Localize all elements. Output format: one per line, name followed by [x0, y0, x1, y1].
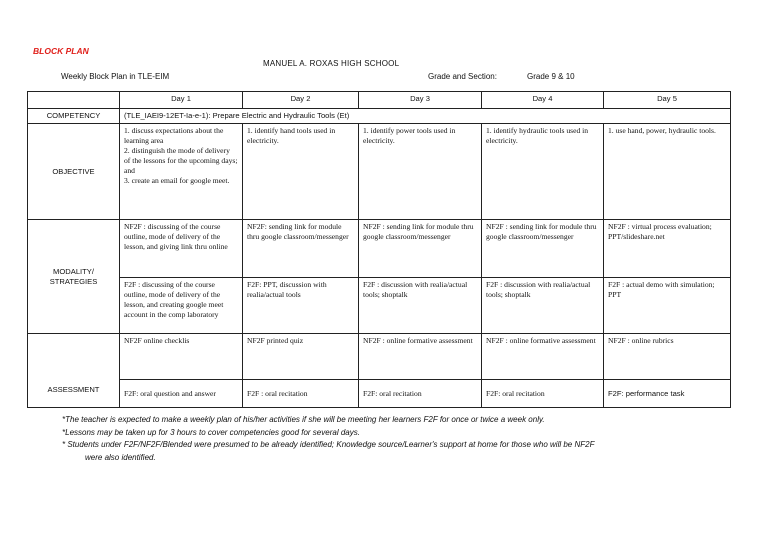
objective-cell: 1. identify hand tools used in electricity.: [243, 124, 359, 220]
assessment-nf2f-row: [28, 334, 731, 380]
modality-f2f-cell: F2F : discussion with realia/actual tools; shoptalk: [482, 278, 604, 334]
objective-label: OBJECTIVE: [28, 124, 120, 220]
assessment-f2f-cell: F2F: oral question and answer: [120, 380, 243, 408]
assessment-nf2f-cell: NF2F : online formative assessment: [359, 334, 482, 380]
objective-cell: 1. use hand, power, hydraulic tools.: [604, 124, 731, 220]
assessment-f2f-cell: F2F: oral recitation: [482, 380, 604, 408]
modality-nf2f-cell: NF2F : virtual process evaluation; PPT/slideshare.net: [604, 220, 731, 278]
footnote: *The teacher is expected to make a weekly plan of his/her activities if she will be meeting her learners F2F for once or twice a week only.: [62, 415, 545, 424]
modality-f2f-cell: F2F: PPT, discussion with realia/actual tools: [243, 278, 359, 334]
competency-row: [28, 109, 731, 124]
table-header-row: [28, 92, 731, 109]
objective-cell: 1. discuss expectations about the learning area 2. distinguish the mode of delivery of the lessons for the upcoming days; and 3. create an email for google meet.: [120, 124, 243, 220]
block-plan-title: BLOCK PLAN: [33, 46, 89, 56]
footnote-continuation: were also identified.: [85, 452, 156, 462]
footnote: * Students under F2F/NF2F/Blended were presumed to be already identified; Knowledge source/Learner's support at home for those who will be NF2F: [62, 440, 595, 449]
competency-label: COMPETENCY: [28, 109, 120, 124]
school-name: MANUEL A. ROXAS HIGH SCHOOL: [263, 59, 400, 68]
assessment-nf2f-cell: NF2F : online rubrics: [604, 334, 731, 380]
modality-nf2f-cell: NF2F : sending link for module thru google classroom/messenger: [359, 220, 482, 278]
modality-nf2f-cell: NF2F : discussing of the course outline, mode of delivery of the lesson, and giving link thru online: [120, 220, 243, 278]
grade-section-value: Grade 9 & 10: [527, 72, 575, 81]
modality-nf2f-row: [28, 220, 731, 278]
assessment-nf2f-cell: NF2F online checklis: [120, 334, 243, 380]
corner-cell: [28, 92, 120, 109]
modality-f2f-row: [28, 278, 731, 334]
grade-section-label: Grade and Section:: [428, 72, 497, 81]
assessment-f2f-row: [28, 380, 731, 408]
column-header: Day 4: [482, 92, 604, 109]
assessment-nf2f-cell: NF2F printed quiz: [243, 334, 359, 380]
block-plan-table: [27, 91, 731, 408]
modality-f2f-cell: F2F : discussion with realia/actual tools; shoptalk: [359, 278, 482, 334]
assessment-f2f-cell: F2F: performance task: [604, 380, 731, 408]
objective-cell: 1. identify power tools used in electricity.: [359, 124, 482, 220]
column-header: Day 2: [243, 92, 359, 109]
assessment-f2f-cell: F2F : oral recitation: [243, 380, 359, 408]
competency-value: (TLE_IAEI9-12ET-Ia-e-1): Prepare Electric and Hydraulic Tools (Et): [120, 109, 731, 124]
objective-cell: 1. identify hydraulic tools used in electricity.: [482, 124, 604, 220]
assessment-nf2f-cell: NF2F : online formative assessment: [482, 334, 604, 380]
modality-nf2f-cell: NF2F: sending link for module thru google classroom/messenger: [243, 220, 359, 278]
footnotes: [62, 414, 594, 464]
modality-nf2f-cell: NF2F : sending link for module thru google classroom/messenger: [482, 220, 604, 278]
weekly-plan-title: Weekly Block Plan in TLE-EIM: [61, 72, 170, 81]
objective-row: [28, 124, 731, 220]
modality-label: MODALITY/ STRATEGIES: [28, 220, 120, 334]
column-header: Day 5: [604, 92, 731, 109]
assessment-label: ASSESSMENT: [28, 334, 120, 408]
modality-f2f-cell: F2F : actual demo with simulation; PPT: [604, 278, 731, 334]
footnote: *Lessons may be taken up for 3 hours to cover competencies good for several days.: [62, 427, 360, 437]
assessment-f2f-cell: F2F: oral recitation: [359, 380, 482, 408]
modality-f2f-cell: F2F : discussing of the course outline, mode of delivery of the lesson, and creating google meet account in the comp laboratory: [120, 278, 243, 334]
column-header: Day 1: [120, 92, 243, 109]
column-header: Day 3: [359, 92, 482, 109]
